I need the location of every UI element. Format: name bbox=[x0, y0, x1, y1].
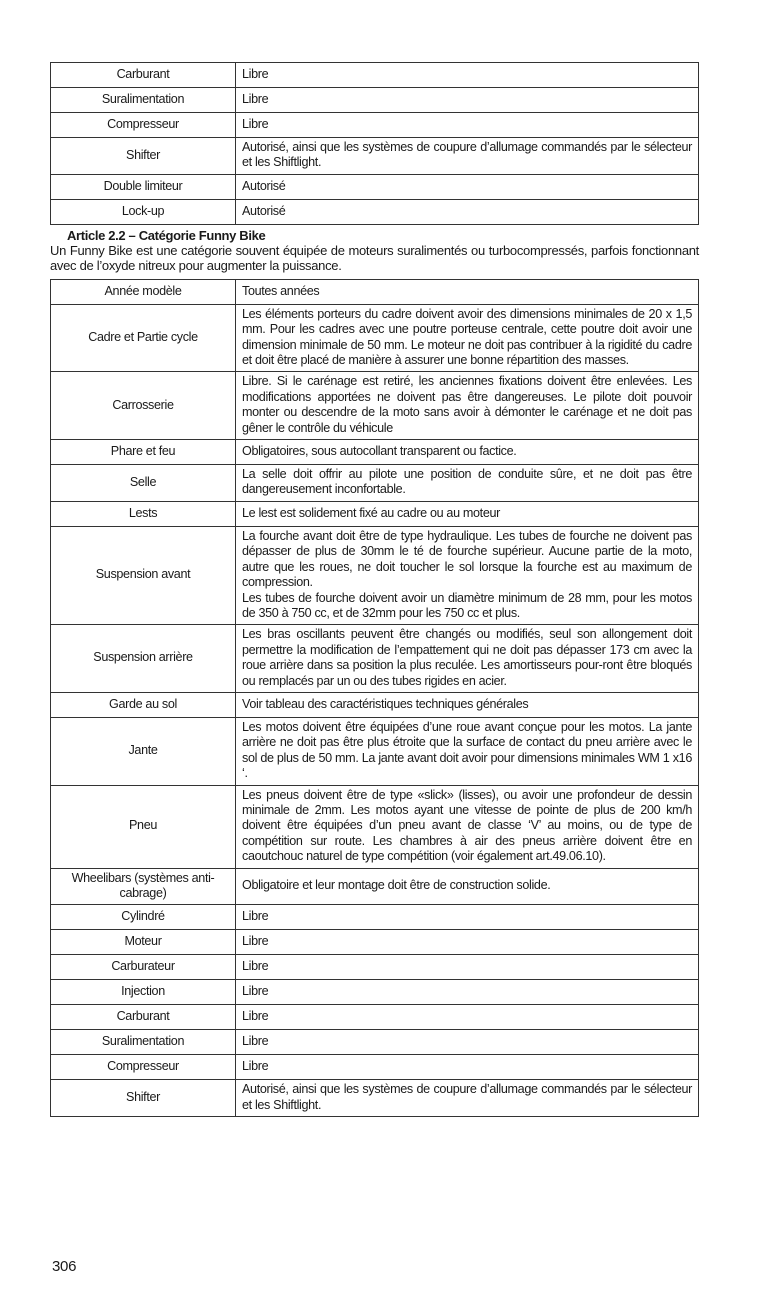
row-label: Suralimentation bbox=[51, 88, 236, 113]
table-row bbox=[51, 930, 699, 955]
table-row bbox=[51, 465, 699, 502]
table-row bbox=[51, 980, 699, 1005]
row-label: Pneu bbox=[51, 785, 236, 868]
row-value: Libre bbox=[236, 1005, 699, 1030]
table-row bbox=[51, 868, 699, 905]
row-value: Autorisé bbox=[236, 174, 699, 199]
row-value: Voir tableau des caractéristiques techniques générales bbox=[236, 692, 699, 717]
row-value: Libre bbox=[236, 980, 699, 1005]
row-value: Obligatoire et leur montage doit être de construction solide. bbox=[236, 868, 699, 905]
row-value: Obligatoires, sous autocollant transparent ou factice. bbox=[236, 440, 699, 465]
table-row bbox=[51, 625, 699, 693]
row-label: Wheelibars (systèmes anti-cabrage) bbox=[51, 868, 236, 905]
table-row bbox=[51, 955, 699, 980]
row-label: Compresseur bbox=[51, 1055, 236, 1080]
document-page bbox=[50, 62, 699, 1117]
row-label: Lock-up bbox=[51, 199, 236, 224]
row-value: Libre bbox=[236, 930, 699, 955]
table-row bbox=[51, 113, 699, 138]
spec-table-continued bbox=[50, 62, 699, 225]
row-label: Carburateur bbox=[51, 955, 236, 980]
row-label: Suralimentation bbox=[51, 1030, 236, 1055]
row-value: Les bras oscillants peuvent être changés ou modifiés, seul son allongement doit permettre la modification de l’empattement qui ne doit pas dépasser 173 cm avec la roue arrière dans sa position la plus reculée. Les amortisseurs pour-ront être bloqués ou remplacés par un ou des tubes rigides en acier. bbox=[236, 625, 699, 693]
row-value: Les motos doivent être équipées d’une roue avant conçue pour les motos. La jante arrière ne doit pas être plus étroite que la surface de contact du pneu arrière avec le sol de plus de 50 mm. La jante avant doit avoir pour dimensions minimales WM 1 x16 ‘. bbox=[236, 717, 699, 785]
row-label: Shifter bbox=[51, 138, 236, 175]
row-label: Année modèle bbox=[51, 279, 236, 304]
table-row bbox=[51, 692, 699, 717]
table-row bbox=[51, 138, 699, 175]
table-row bbox=[51, 279, 699, 304]
table-row bbox=[51, 199, 699, 224]
table-row bbox=[51, 905, 699, 930]
row-value: Libre bbox=[236, 1030, 699, 1055]
row-label: Carburant bbox=[51, 1005, 236, 1030]
row-value: Les pneus doivent être de type «slick» (lisses), ou avoir une profondeur de dessin minimale de 2mm. Les motos ayant une vitesse de pointe de plus de 200 km/h doivent être équipées d’un pneu avant de classe ‘V’ au moins, ou de type de compétition sur route. Les chambres à air des pneus arrière doivent être en caoutchouc naturel de type compétition (voir également art.49.06.10). bbox=[236, 785, 699, 868]
row-label: Cadre et Partie cycle bbox=[51, 304, 236, 372]
row-label: Garde au sol bbox=[51, 692, 236, 717]
row-value: Libre bbox=[236, 1055, 699, 1080]
table-row bbox=[51, 440, 699, 465]
table-row bbox=[51, 174, 699, 199]
row-label: Shifter bbox=[51, 1080, 236, 1117]
row-value: Autorisé bbox=[236, 199, 699, 224]
row-value: Libre bbox=[236, 955, 699, 980]
row-value: Autorisé, ainsi que les systèmes de coupure d’allumage commandés par le sélecteur et les Shiftlight. bbox=[236, 1080, 699, 1117]
row-value-paragraph: La fourche avant doit être de type hydraulique. Les tubes de fourche ne doivent pas dépasser de plus de 30mm le té de fourche supérieur. Aucune partie de la moto, autre que les roues, ne doit toucher le sol lorsque la fourche est au maximum de compression. bbox=[242, 528, 692, 590]
row-label: Cylindré bbox=[51, 905, 236, 930]
table-row bbox=[51, 1030, 699, 1055]
row-label: Suspension arrière bbox=[51, 625, 236, 693]
row-value: Autorisé, ainsi que les systèmes de coupure d’allumage commandés par le sélecteur et les Shiftlight. bbox=[236, 138, 699, 175]
spec-table-funny-bike bbox=[50, 279, 699, 1117]
row-label: Selle bbox=[51, 465, 236, 502]
row-value: Libre bbox=[236, 88, 699, 113]
row-value bbox=[236, 526, 699, 624]
row-label: Jante bbox=[51, 717, 236, 785]
table-row bbox=[51, 1005, 699, 1030]
table-row bbox=[51, 88, 699, 113]
row-label: Lests bbox=[51, 501, 236, 526]
table-row bbox=[51, 1055, 699, 1080]
row-value: Libre bbox=[236, 63, 699, 88]
row-label: Double limiteur bbox=[51, 174, 236, 199]
table-row bbox=[51, 526, 699, 624]
row-label: Phare et feu bbox=[51, 440, 236, 465]
table-row bbox=[51, 1080, 699, 1117]
article-intro: Un Funny Bike est une catégorie souvent équipée de moteurs suralimentés ou turbocompressés, parfois fonctionnant avec de l’oxyde nitreux pour augmenter la puissance. bbox=[50, 242, 699, 273]
row-value: Toutes années bbox=[236, 279, 699, 304]
row-value: La selle doit offrir au pilote une position de conduite sûre, et ne doit pas être dangereusement inconfortable. bbox=[236, 465, 699, 502]
row-value: Le lest est solidement fixé au cadre ou au moteur bbox=[236, 501, 699, 526]
row-value: Libre. Si le carénage est retiré, les anciennes fixations doivent être enlevées. Les modifications apportées ne doivent pas être dangereuses. Le pilote doit pouvoir monter ou descendre de la moto sans avoir à démonter le carénage et ne doit pas gêner le contrôle du véhicule bbox=[236, 372, 699, 440]
row-label: Carrosserie bbox=[51, 372, 236, 440]
table-row bbox=[51, 717, 699, 785]
table-row bbox=[51, 372, 699, 440]
page-number: 306 bbox=[52, 1258, 77, 1275]
row-value-paragraph: Les tubes de fourche doivent avoir un diamètre minimum de 28 mm, pour les motos de 350 à 750 cc, et de 32mm pour les 750 cc et plus. bbox=[242, 590, 692, 620]
row-label: Moteur bbox=[51, 930, 236, 955]
article-heading: Article 2.2 – Catégorie Funny Bike bbox=[67, 227, 266, 243]
row-label: Suspension avant bbox=[51, 526, 236, 624]
table-row bbox=[51, 304, 699, 372]
table-row bbox=[51, 501, 699, 526]
row-value: Libre bbox=[236, 905, 699, 930]
table-row bbox=[51, 785, 699, 868]
row-label: Compresseur bbox=[51, 113, 236, 138]
row-value: Libre bbox=[236, 113, 699, 138]
row-label: Injection bbox=[51, 980, 236, 1005]
table-row bbox=[51, 63, 699, 88]
row-label: Carburant bbox=[51, 63, 236, 88]
row-value: Les éléments porteurs du cadre doivent avoir des dimensions minimales de 20 x 1,5 mm. Pour les cadres avec une poutre porteuse centrale, cette poutre doit avoir une dimension minimale de 50 mm. Le moteur ne doit pas contribuer à la rigidité du cadre et doit être placé de manière à assurer une bonne répartition des masses. bbox=[236, 304, 699, 372]
